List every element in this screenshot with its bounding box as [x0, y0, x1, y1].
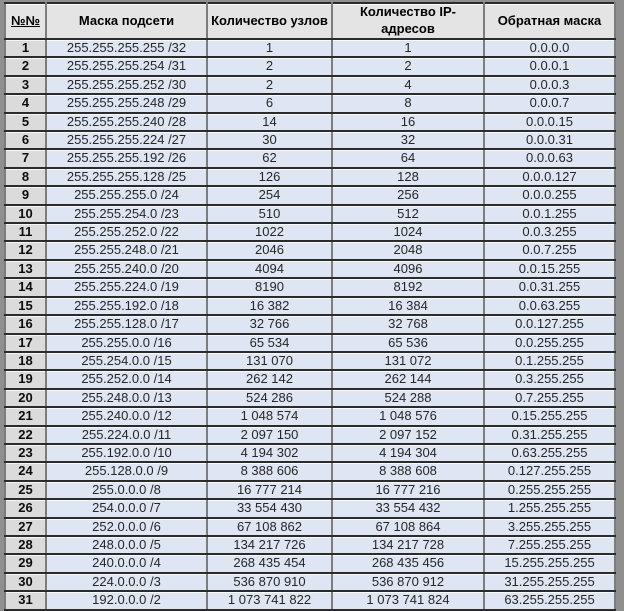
subnet-mask-cell: 248.0.0.0 /5	[46, 536, 207, 554]
subnet-mask-cell: 224.0.0.0 /3	[46, 573, 207, 591]
wildcard-mask-cell: 0.255.255.255	[484, 481, 615, 499]
subnet-mask-cell: 255.255.248.0 /21	[46, 241, 207, 259]
subnet-mask-cell: 255.255.255.224 /27	[46, 131, 207, 149]
host-count-cell: 6	[207, 94, 332, 112]
host-count-cell: 32 766	[207, 315, 332, 333]
row-number-cell: 10	[5, 205, 46, 223]
wildcard-mask-cell: 0.15.255.255	[484, 407, 615, 425]
subnet-mask-cell: 255.248.0.0 /13	[46, 389, 207, 407]
row-number-cell: 21	[5, 407, 46, 425]
row-number-cell: 30	[5, 573, 46, 591]
wildcard-mask-cell: 0.0.7.255	[484, 241, 615, 259]
subnet-mask-cell: 255.192.0.0 /10	[46, 444, 207, 462]
row-number-cell: 2	[5, 57, 46, 75]
host-count-cell: 536 870 910	[207, 573, 332, 591]
subnet-mask-cell: 255.255.255.252 /30	[46, 76, 207, 94]
wildcard-mask-cell: 0.31.255.255	[484, 426, 615, 444]
subnet-mask-cell: 255.255.128.0 /17	[46, 315, 207, 333]
ip-count-cell: 1024	[332, 223, 484, 241]
table-row	[5, 113, 615, 131]
table-row	[5, 554, 615, 572]
subnet-mask-cell: 255.255.255.248 /29	[46, 94, 207, 112]
host-count-cell: 65 534	[207, 334, 332, 352]
ip-count-cell: 512	[332, 205, 484, 223]
wildcard-mask-cell: 0.0.1.255	[484, 205, 615, 223]
row-number-cell: 13	[5, 260, 46, 278]
ip-count-cell: 2	[332, 57, 484, 75]
row-number-cell: 6	[5, 131, 46, 149]
ip-count-cell: 8192	[332, 278, 484, 296]
host-count-cell: 524 286	[207, 389, 332, 407]
wildcard-mask-cell: 0.0.0.3	[484, 76, 615, 94]
ip-count-cell: 4096	[332, 260, 484, 278]
table-row	[5, 57, 615, 75]
ip-count-cell: 8	[332, 94, 484, 112]
wildcard-mask-cell: 0.0.127.255	[484, 315, 615, 333]
host-count-cell: 2	[207, 57, 332, 75]
table-row	[5, 94, 615, 112]
subnet-mask-cell: 240.0.0.0 /4	[46, 554, 207, 572]
wildcard-mask-cell: 31.255.255.255	[484, 573, 615, 591]
host-count-cell: 8190	[207, 278, 332, 296]
header-ip-count: Количество IP-адресов	[332, 3, 484, 39]
wildcard-mask-cell: 0.1.255.255	[484, 352, 615, 370]
row-number-cell: 5	[5, 113, 46, 131]
row-number-cell: 25	[5, 481, 46, 499]
ip-count-cell: 128	[332, 168, 484, 186]
table-row	[5, 591, 615, 609]
wildcard-mask-cell: 0.63.255.255	[484, 444, 615, 462]
row-number-cell: 16	[5, 315, 46, 333]
host-count-cell: 510	[207, 205, 332, 223]
table-row	[5, 334, 615, 352]
subnet-mask-cell: 255.254.0.0 /15	[46, 352, 207, 370]
host-count-cell: 2 097 150	[207, 426, 332, 444]
wildcard-mask-cell: 1.255.255.255	[484, 499, 615, 517]
table-row	[5, 297, 615, 315]
table-row	[5, 462, 615, 480]
ip-count-cell: 256	[332, 186, 484, 204]
wildcard-mask-cell: 0.7.255.255	[484, 389, 615, 407]
subnet-mask-cell: 255.255.255.192 /26	[46, 149, 207, 167]
ip-count-cell: 524 288	[332, 389, 484, 407]
header-wildcard-mask: Обратная маска	[484, 3, 615, 39]
ip-count-cell: 16	[332, 113, 484, 131]
header-row-number-label: №№	[11, 12, 40, 28]
row-number-cell: 11	[5, 223, 46, 241]
wildcard-mask-cell: 0.0.63.255	[484, 297, 615, 315]
host-count-cell: 16 382	[207, 297, 332, 315]
table-row	[5, 168, 615, 186]
ip-count-cell: 1	[332, 39, 484, 57]
table-header	[5, 3, 615, 39]
wildcard-mask-cell: 0.0.0.15	[484, 113, 615, 131]
subnet-mask-cell: 252.0.0.0 /6	[46, 518, 207, 536]
row-number-cell: 1	[5, 39, 46, 57]
header-subnet-mask: Маска подсети	[46, 3, 207, 39]
wildcard-mask-cell: 3.255.255.255	[484, 518, 615, 536]
wildcard-mask-cell: 0.0.3.255	[484, 223, 615, 241]
row-number-cell: 7	[5, 149, 46, 167]
table-row	[5, 370, 615, 388]
wildcard-mask-cell: 0.0.31.255	[484, 278, 615, 296]
header-row	[5, 3, 615, 39]
subnet-mask-cell: 255.255.192.0 /18	[46, 297, 207, 315]
row-number-cell: 14	[5, 278, 46, 296]
subnet-mask-cell: 255.252.0.0 /14	[46, 370, 207, 388]
table-row	[5, 426, 615, 444]
host-count-cell: 14	[207, 113, 332, 131]
wildcard-mask-cell: 0.0.15.255	[484, 260, 615, 278]
wildcard-mask-cell: 0.0.0.7	[484, 94, 615, 112]
table-row	[5, 389, 615, 407]
header-host-count: Количество узлов	[207, 3, 332, 39]
wildcard-mask-cell: 0.0.255.255	[484, 334, 615, 352]
ip-count-cell: 262 144	[332, 370, 484, 388]
ip-count-cell: 16 777 216	[332, 481, 484, 499]
table-row	[5, 241, 615, 259]
ip-count-cell: 8 388 608	[332, 462, 484, 480]
host-count-cell: 67 108 862	[207, 518, 332, 536]
ip-count-cell: 64	[332, 149, 484, 167]
table-row	[5, 536, 615, 554]
wildcard-mask-cell: 0.0.0.127	[484, 168, 615, 186]
subnet-mask-cell: 255.255.255.254 /31	[46, 57, 207, 75]
row-number-cell: 24	[5, 462, 46, 480]
table-row	[5, 518, 615, 536]
wildcard-mask-cell: 0.0.0.255	[484, 186, 615, 204]
ip-count-cell: 16 384	[332, 297, 484, 315]
table-row	[5, 186, 615, 204]
subnet-mask-cell: 255.255.255.255 /32	[46, 39, 207, 57]
table-row	[5, 131, 615, 149]
ip-count-cell: 4 194 304	[332, 444, 484, 462]
subnet-mask-cell: 255.128.0.0 /9	[46, 462, 207, 480]
ip-count-cell: 32	[332, 131, 484, 149]
row-number-cell: 8	[5, 168, 46, 186]
ip-count-cell: 33 554 432	[332, 499, 484, 517]
wildcard-mask-cell: 0.0.0.1	[484, 57, 615, 75]
ip-count-cell: 65 536	[332, 334, 484, 352]
ip-count-cell: 4	[332, 76, 484, 94]
wildcard-mask-cell: 0.0.0.63	[484, 149, 615, 167]
row-number-cell: 26	[5, 499, 46, 517]
host-count-cell: 8 388 606	[207, 462, 332, 480]
wildcard-mask-cell: 7.255.255.255	[484, 536, 615, 554]
host-count-cell: 16 777 214	[207, 481, 332, 499]
subnet-mask-cell: 255.255.255.128 /25	[46, 168, 207, 186]
subnet-mask-cell: 255.255.224.0 /19	[46, 278, 207, 296]
host-count-cell: 62	[207, 149, 332, 167]
host-count-cell: 30	[207, 131, 332, 149]
subnet-mask-cell: 255.240.0.0 /12	[46, 407, 207, 425]
row-number-cell: 12	[5, 241, 46, 259]
row-number-cell: 20	[5, 389, 46, 407]
subnet-mask-cell: 255.255.255.0 /24	[46, 186, 207, 204]
wildcard-mask-cell: 0.3.255.255	[484, 370, 615, 388]
header-row-number	[5, 3, 46, 39]
host-count-cell: 254	[207, 186, 332, 204]
row-number-cell: 3	[5, 76, 46, 94]
table-row	[5, 76, 615, 94]
subnet-mask-cell: 255.255.0.0 /16	[46, 334, 207, 352]
subnet-mask-table	[4, 2, 616, 611]
table-row	[5, 499, 615, 517]
host-count-cell: 1 073 741 822	[207, 591, 332, 609]
table-row	[5, 39, 615, 57]
table-row	[5, 149, 615, 167]
row-number-cell: 19	[5, 370, 46, 388]
wildcard-mask-cell: 0.0.0.0	[484, 39, 615, 57]
ip-count-cell: 134 217 728	[332, 536, 484, 554]
subnet-mask-cell: 254.0.0.0 /7	[46, 499, 207, 517]
host-count-cell: 1022	[207, 223, 332, 241]
row-number-cell: 18	[5, 352, 46, 370]
ip-count-cell: 131 072	[332, 352, 484, 370]
ip-count-cell: 2 097 152	[332, 426, 484, 444]
table-body	[5, 39, 615, 610]
host-count-cell: 262 142	[207, 370, 332, 388]
ip-count-cell: 67 108 864	[332, 518, 484, 536]
host-count-cell: 33 554 430	[207, 499, 332, 517]
table-row	[5, 481, 615, 499]
row-number-cell: 27	[5, 518, 46, 536]
row-number-cell: 28	[5, 536, 46, 554]
table-row	[5, 573, 615, 591]
table-row	[5, 260, 615, 278]
wildcard-mask-cell: 0.127.255.255	[484, 462, 615, 480]
ip-count-cell: 268 435 456	[332, 554, 484, 572]
host-count-cell: 4 194 302	[207, 444, 332, 462]
host-count-cell: 2046	[207, 241, 332, 259]
subnet-mask-cell: 255.255.254.0 /23	[46, 205, 207, 223]
wildcard-mask-cell: 15.255.255.255	[484, 554, 615, 572]
host-count-cell: 1 048 574	[207, 407, 332, 425]
subnet-mask-cell: 255.255.252.0 /22	[46, 223, 207, 241]
ip-count-cell: 1 048 576	[332, 407, 484, 425]
row-number-cell: 15	[5, 297, 46, 315]
row-number-cell: 31	[5, 591, 46, 609]
subnet-mask-cell: 255.255.255.240 /28	[46, 113, 207, 131]
wildcard-mask-cell: 0.0.0.31	[484, 131, 615, 149]
host-count-cell: 126	[207, 168, 332, 186]
subnet-mask-cell: 255.0.0.0 /8	[46, 481, 207, 499]
host-count-cell: 134 217 726	[207, 536, 332, 554]
ip-count-cell: 32 768	[332, 315, 484, 333]
subnet-mask-cell: 255.224.0.0 /11	[46, 426, 207, 444]
row-number-cell: 22	[5, 426, 46, 444]
ip-count-cell: 536 870 912	[332, 573, 484, 591]
table-row	[5, 407, 615, 425]
host-count-cell: 4094	[207, 260, 332, 278]
subnet-mask-cell: 192.0.0.0 /2	[46, 591, 207, 609]
wildcard-mask-cell: 63.255.255.255	[484, 591, 615, 609]
row-number-cell: 9	[5, 186, 46, 204]
table-row	[5, 444, 615, 462]
table-row	[5, 315, 615, 333]
table-row	[5, 223, 615, 241]
host-count-cell: 268 435 454	[207, 554, 332, 572]
host-count-cell: 2	[207, 76, 332, 94]
subnet-mask-cell: 255.255.240.0 /20	[46, 260, 207, 278]
table-row	[5, 352, 615, 370]
row-number-cell: 23	[5, 444, 46, 462]
table-row	[5, 205, 615, 223]
row-number-cell: 4	[5, 94, 46, 112]
ip-count-cell: 1 073 741 824	[332, 591, 484, 609]
table-row	[5, 278, 615, 296]
row-number-cell: 17	[5, 334, 46, 352]
ip-count-cell: 2048	[332, 241, 484, 259]
host-count-cell: 1	[207, 39, 332, 57]
row-number-cell: 29	[5, 554, 46, 572]
host-count-cell: 131 070	[207, 352, 332, 370]
